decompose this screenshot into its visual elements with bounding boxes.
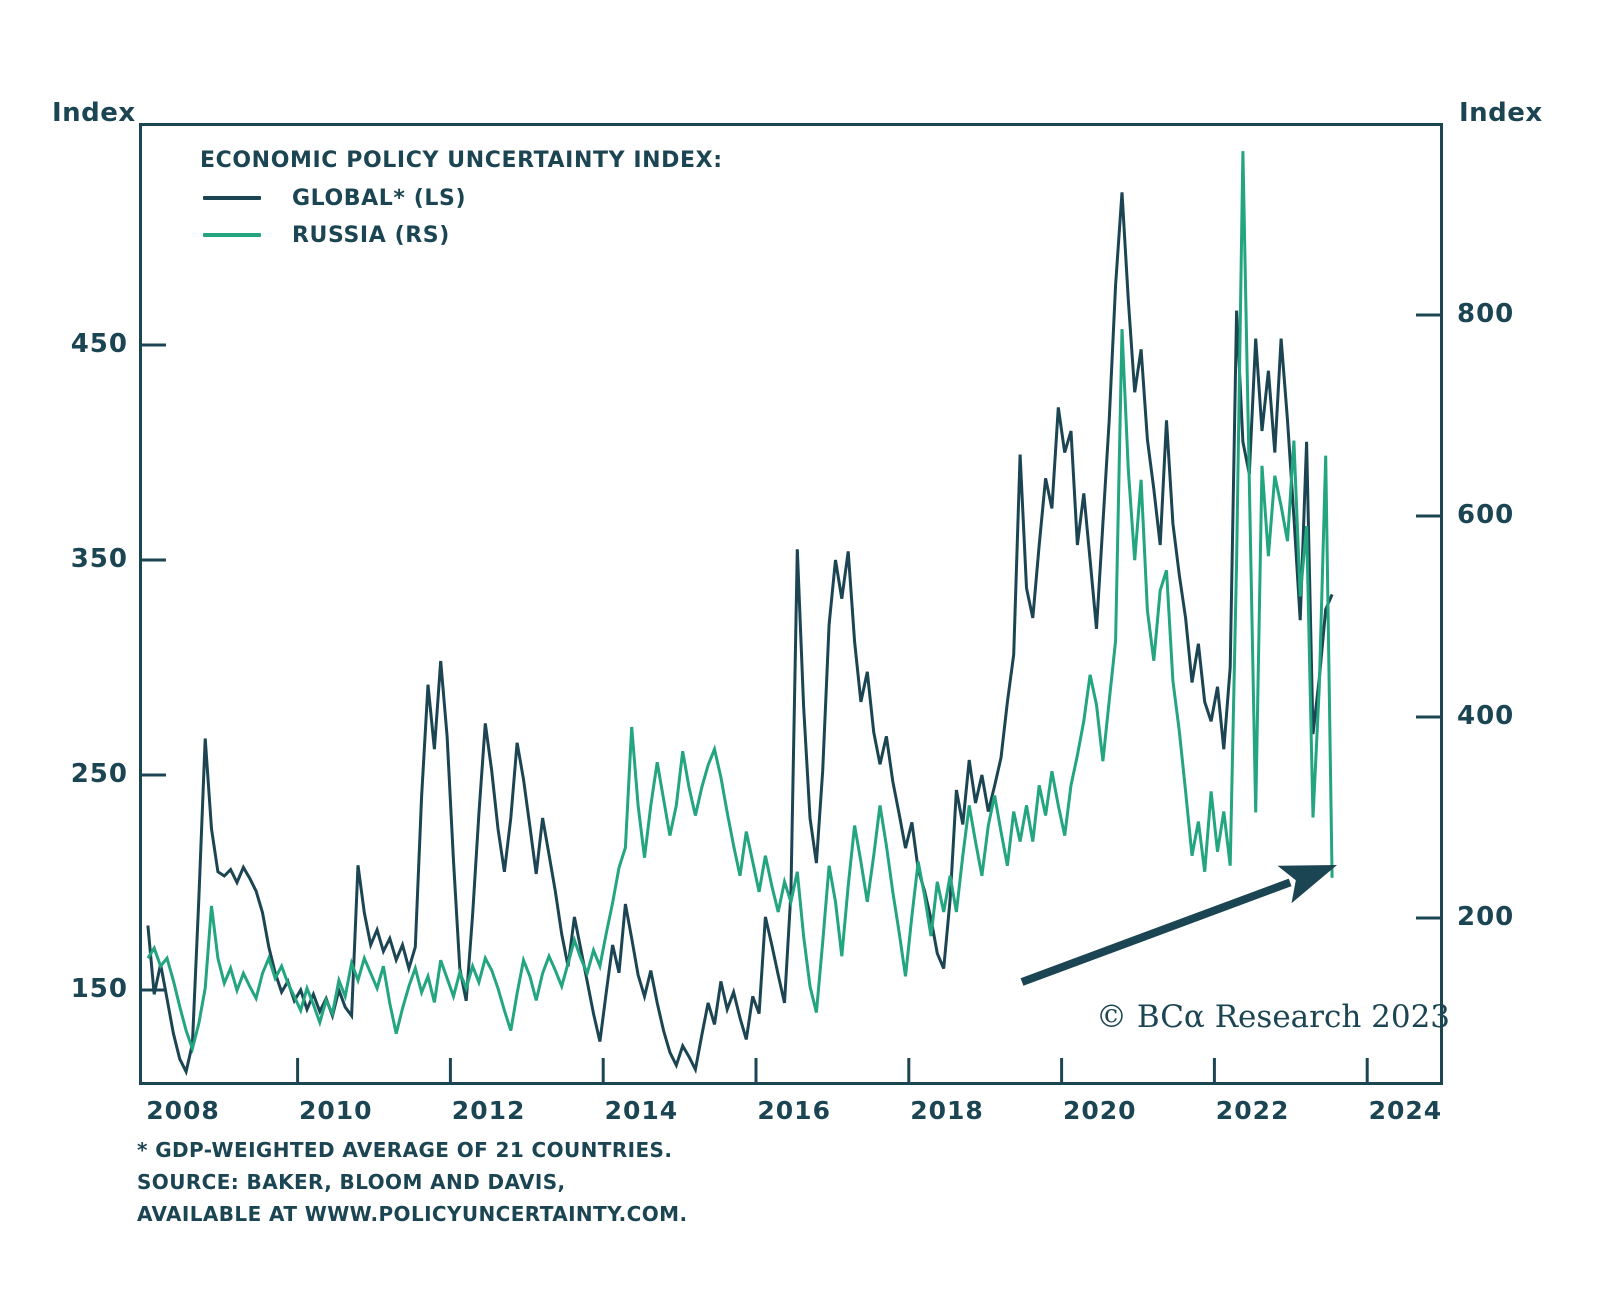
x-axis-year-label: 2008 xyxy=(146,1096,220,1125)
footnote-line-3: AVAILABLE AT WWW.POLICYUNCERTAINTY.COM. xyxy=(137,1202,688,1226)
left-axis-title: Index xyxy=(52,98,136,128)
global-line-swatch xyxy=(203,196,261,200)
x-axis-year-label: 2014 xyxy=(604,1096,679,1125)
x-axis-year-label: 2020 xyxy=(1063,1096,1137,1125)
x-axis-year-label: 2010 xyxy=(299,1096,373,1125)
left-axis-tick-label: 150 xyxy=(70,974,128,1004)
legend-row-global xyxy=(200,186,723,210)
legend-row-russia xyxy=(200,223,723,247)
legend-title: ECONOMIC POLICY UNCERTAINTY INDEX: xyxy=(200,148,723,173)
right-axis-tick-label: 200 xyxy=(1457,902,1515,932)
copyright-watermark: © BCα Research 2023 xyxy=(1096,999,1451,1035)
russia-line-swatch xyxy=(203,233,261,237)
footnote-line-1: * GDP-WEIGHTED AVERAGE OF 21 COUNTRIES. xyxy=(137,1138,673,1162)
x-axis-year-label: 2012 xyxy=(451,1096,526,1125)
russia-series-line xyxy=(148,151,1332,1048)
right-axis-tick-label: 800 xyxy=(1457,299,1515,329)
x-axis-year-label: 2016 xyxy=(757,1096,831,1125)
right-axis-tick-label: 400 xyxy=(1457,701,1515,731)
x-axis-year-label: 2022 xyxy=(1215,1096,1290,1125)
legend-label-russia: RUSSIA (RS) xyxy=(292,222,450,248)
x-axis-year-label: 2024 xyxy=(1368,1096,1443,1125)
left-axis-tick-label: 350 xyxy=(70,544,128,574)
legend xyxy=(200,148,723,247)
trend-arrow-shaft xyxy=(1022,882,1290,982)
global-series-line xyxy=(148,192,1332,1071)
right-axis-tick-label: 600 xyxy=(1457,500,1515,530)
footnote xyxy=(137,1134,687,1230)
left-axis-tick-label: 450 xyxy=(70,329,128,359)
left-axis-tick-label: 250 xyxy=(70,759,128,789)
legend-label-global: GLOBAL* (LS) xyxy=(292,185,467,211)
x-axis-year-label: 2018 xyxy=(910,1096,984,1125)
right-axis-title: Index xyxy=(1459,98,1543,128)
footnote-line-2: SOURCE: BAKER, BLOOM AND DAVIS, xyxy=(137,1170,566,1194)
